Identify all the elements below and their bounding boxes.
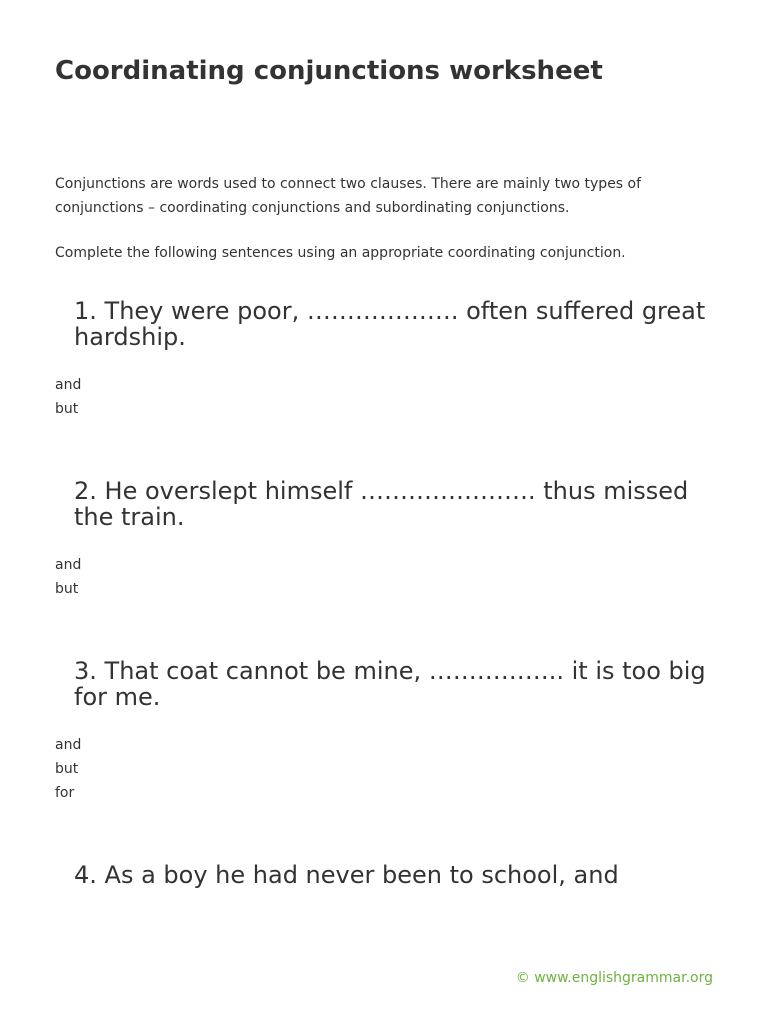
page-title: Coordinating conjunctions worksheet <box>55 56 603 86</box>
option-but[interactable]: but <box>55 761 79 777</box>
footer-copyright: © www.englishgrammar.org <box>515 970 713 986</box>
options-list-2 <box>55 553 81 601</box>
option-and[interactable]: and <box>55 737 82 753</box>
question-4: 4. As a boy he had never been to school, and <box>74 861 619 889</box>
option-but[interactable]: but <box>55 401 79 417</box>
options-list-1 <box>55 373 81 421</box>
question-1: 1. They were poor, ………………. often suffered great hardship. <box>74 297 706 351</box>
option-and[interactable]: and <box>55 557 82 573</box>
question-2: 2. He overslept himself …………………. thus missed the train. <box>74 477 689 531</box>
intro-paragraph: Conjunctions are words used to connect two clauses. There are mainly two types of conjunctions – coordinating conjunctions and subordinating conjunctions. <box>55 176 642 216</box>
option-and[interactable]: and <box>55 377 82 393</box>
options-list-3 <box>55 733 81 805</box>
question-3: 3. That coat cannot be mine, …………….. it is too big for me. <box>74 657 706 711</box>
option-but[interactable]: but <box>55 581 79 597</box>
instruction-text: Complete the following sentences using an appropriate coordinating conjunction. <box>55 245 626 261</box>
option-for[interactable]: for <box>55 785 75 801</box>
